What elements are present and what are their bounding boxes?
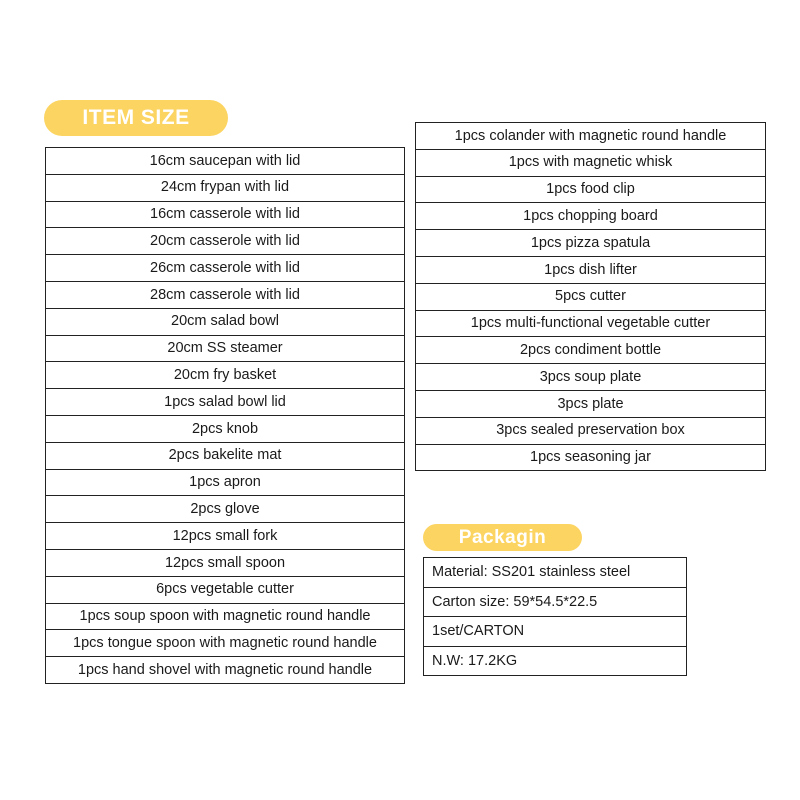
table-row	[46, 630, 405, 657]
table-row	[416, 310, 766, 337]
table-row	[416, 283, 766, 310]
table-row	[416, 176, 766, 203]
table-cell: 3pcs soup plate	[416, 364, 766, 391]
table-row	[424, 617, 687, 647]
table-row	[424, 587, 687, 617]
table-cell: 1pcs salad bowl lid	[46, 389, 405, 416]
table-cell: 2pcs glove	[46, 496, 405, 523]
table-cell: 2pcs bakelite mat	[46, 442, 405, 469]
table-cell: 12pcs small spoon	[46, 549, 405, 576]
table-row	[46, 228, 405, 255]
table-cell: 1pcs chopping board	[416, 203, 766, 230]
table-row	[46, 308, 405, 335]
table-row	[416, 444, 766, 471]
table-cell: 20cm SS steamer	[46, 335, 405, 362]
table-row	[46, 389, 405, 416]
table-row	[46, 523, 405, 550]
table-row	[416, 230, 766, 257]
table-row	[46, 148, 405, 175]
packaging-header: Packagin	[423, 524, 582, 551]
table-row	[416, 203, 766, 230]
table-cell: 3pcs plate	[416, 390, 766, 417]
table-cell: 5pcs cutter	[416, 283, 766, 310]
table-row	[46, 657, 405, 684]
item-size-table-continued	[415, 122, 766, 471]
table-cell: 20cm salad bowl	[46, 308, 405, 335]
table-row	[46, 442, 405, 469]
table-row	[424, 646, 687, 676]
table-row	[46, 362, 405, 389]
table-row	[46, 549, 405, 576]
table-row	[46, 174, 405, 201]
table-cell: 1pcs soup spoon with magnetic round handle	[46, 603, 405, 630]
table-cell: 1pcs seasoning jar	[416, 444, 766, 471]
table-row	[416, 123, 766, 150]
table-row	[416, 417, 766, 444]
table-cell: 1pcs food clip	[416, 176, 766, 203]
table-cell: 3pcs sealed preservation box	[416, 417, 766, 444]
table-row	[424, 558, 687, 588]
table-row	[46, 255, 405, 282]
table-cell: 6pcs vegetable cutter	[46, 576, 405, 603]
table-row	[416, 256, 766, 283]
table-cell: 1pcs pizza spatula	[416, 230, 766, 257]
table-cell: 1pcs colander with magnetic round handle	[416, 123, 766, 150]
table-cell: 20cm casserole with lid	[46, 228, 405, 255]
table-cell: 28cm casserole with lid	[46, 281, 405, 308]
table-cell: 2pcs knob	[46, 415, 405, 442]
table-row	[46, 415, 405, 442]
packaging-quantity: 1set/CARTON	[424, 617, 687, 647]
packaging-table	[423, 557, 687, 676]
packaging-carton-size: Carton size: 59*54.5*22.5	[424, 587, 687, 617]
table-row	[46, 201, 405, 228]
packaging-net-weight: N.W: 17.2KG	[424, 646, 687, 676]
table-cell: 16cm saucepan with lid	[46, 148, 405, 175]
packaging-material: Material: SS201 stainless steel	[424, 558, 687, 588]
item-size-header: ITEM SIZE	[44, 100, 228, 136]
table-row	[416, 364, 766, 391]
table-row	[46, 496, 405, 523]
table-row	[416, 337, 766, 364]
table-row	[46, 576, 405, 603]
table-row	[416, 390, 766, 417]
table-cell: 1pcs tongue spoon with magnetic round handle	[46, 630, 405, 657]
table-cell: 1pcs multi-functional vegetable cutter	[416, 310, 766, 337]
table-row	[46, 335, 405, 362]
table-cell: 1pcs hand shovel with magnetic round handle	[46, 657, 405, 684]
table-cell: 26cm casserole with lid	[46, 255, 405, 282]
table-cell: 2pcs condiment bottle	[416, 337, 766, 364]
table-cell: 12pcs small fork	[46, 523, 405, 550]
item-size-table	[45, 147, 405, 684]
table-row	[416, 149, 766, 176]
table-row	[46, 469, 405, 496]
table-row	[46, 603, 405, 630]
table-cell: 1pcs dish lifter	[416, 256, 766, 283]
table-cell: 20cm fry basket	[46, 362, 405, 389]
table-cell: 24cm frypan with lid	[46, 174, 405, 201]
table-row	[46, 281, 405, 308]
table-cell: 16cm casserole with lid	[46, 201, 405, 228]
table-cell: 1pcs with magnetic whisk	[416, 149, 766, 176]
table-cell: 1pcs apron	[46, 469, 405, 496]
